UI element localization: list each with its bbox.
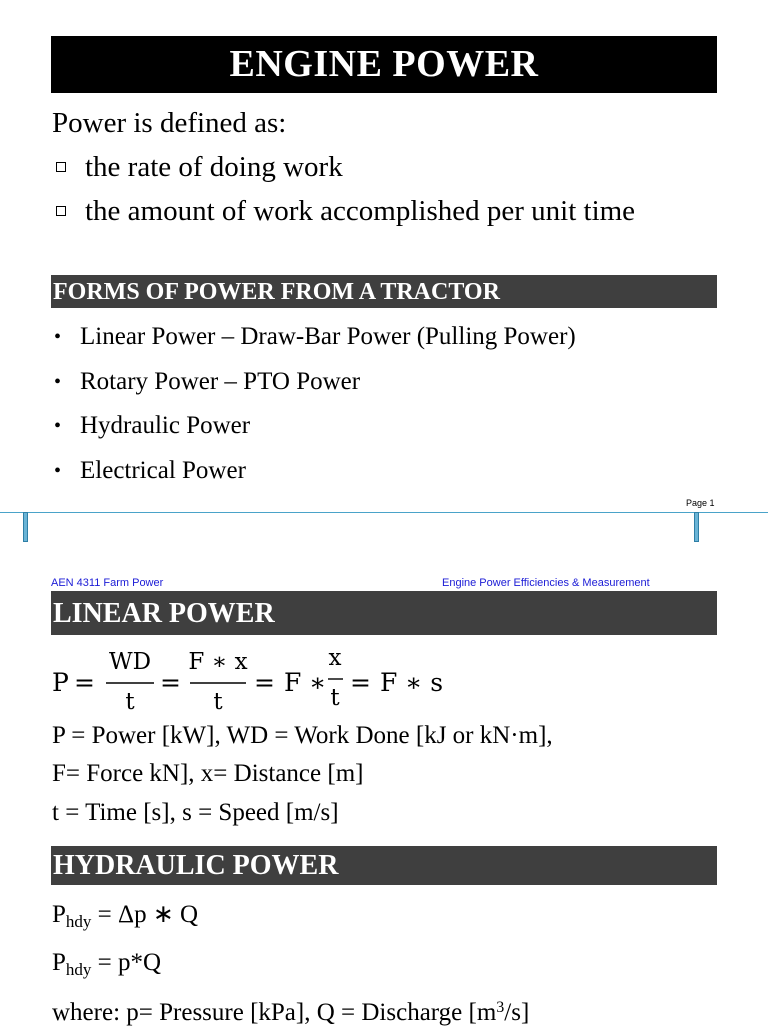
definition-line: t = Time [s], s = Speed [m/s] <box>52 799 339 826</box>
unit-exponent: 3 <box>496 999 505 1016</box>
frac3-numerator: x <box>328 645 342 671</box>
bullet-dot-icon: • <box>54 459 62 482</box>
list-item <box>52 452 576 490</box>
header-topic: Engine Power Efficiencies & Measurement <box>442 577 650 589</box>
form-text: Electrical Power <box>80 456 246 484</box>
power-subscript: hdy <box>65 960 92 979</box>
definition-list <box>52 148 712 236</box>
eq-sign: = <box>350 668 371 697</box>
page-separator <box>0 512 768 513</box>
linear-heading: LINEAR POWER <box>51 591 717 635</box>
hydraulic-equation-1 <box>52 900 198 937</box>
header-course: AEN 4311 Farm Power <box>51 577 164 589</box>
bullet-dot-icon: • <box>54 370 62 393</box>
form-text: Linear Power – Draw-Bar Power (Pulling Power) <box>80 323 576 350</box>
checkbox-bullet-icon <box>56 206 66 216</box>
where-unit-suffix: /s] <box>504 999 530 1026</box>
power-subscript: hdy <box>65 912 92 931</box>
list-item <box>52 318 576 356</box>
definition-line: P = Power [kW], WD = Work Done [kJ or kN·m], <box>52 722 553 749</box>
hydraulic-heading: HYDRAULIC POWER <box>51 846 717 885</box>
eq-sign: = <box>74 668 95 697</box>
where-text: where: p= Pressure [kPa], Q = Discharge [m <box>52 999 497 1026</box>
list-item <box>52 407 576 445</box>
checkbox-bullet-icon <box>56 162 66 172</box>
page-margin-marker <box>694 512 699 542</box>
bullet-dot-icon: • <box>54 415 62 437</box>
page-margin-marker <box>23 512 28 542</box>
intro-text: Power is defined as: <box>52 107 287 139</box>
eq-rhs: F ∗ s <box>380 668 444 697</box>
frac1-numerator: WD <box>108 649 152 675</box>
hydraulic-equation-2 <box>52 948 161 985</box>
frac1-denominator: t <box>125 689 135 715</box>
definition-text: the amount of work accomplished per unit time <box>85 195 636 227</box>
list-item <box>52 148 712 186</box>
eq-sign: = <box>254 668 275 697</box>
power-symbol: P <box>52 949 66 976</box>
frac3-denominator: t <box>330 685 340 711</box>
eq-force-times: F ∗ <box>284 668 327 697</box>
eq-lhs: P <box>52 668 69 697</box>
forms-heading: FORMS OF POWER FROM A TRACTOR <box>51 275 717 308</box>
form-text: Rotary Power – PTO Power <box>80 367 361 395</box>
eq-sign: = <box>160 668 181 697</box>
list-item <box>52 192 712 230</box>
list-item <box>52 363 576 401</box>
form-text: Hydraulic Power <box>80 412 251 439</box>
page-title: ENGINE POWER <box>51 36 717 93</box>
power-symbol: P <box>52 901 66 928</box>
frac2-numerator: F ∗ x <box>188 649 248 675</box>
linear-power-equation <box>52 643 512 715</box>
frac2-denominator: t <box>213 689 223 715</box>
definition-line: F= Force kN], x= Distance [m] <box>52 760 364 787</box>
bullet-dot-icon: • <box>54 326 62 348</box>
forms-list <box>52 318 576 496</box>
hydraulic-where <box>52 993 529 1028</box>
equation-rhs: = p*Q <box>91 949 162 976</box>
equation-rhs: = Δp ∗ Q <box>91 901 199 928</box>
definition-text: the rate of doing work <box>85 151 343 183</box>
page-number: Page 1 <box>686 498 715 508</box>
